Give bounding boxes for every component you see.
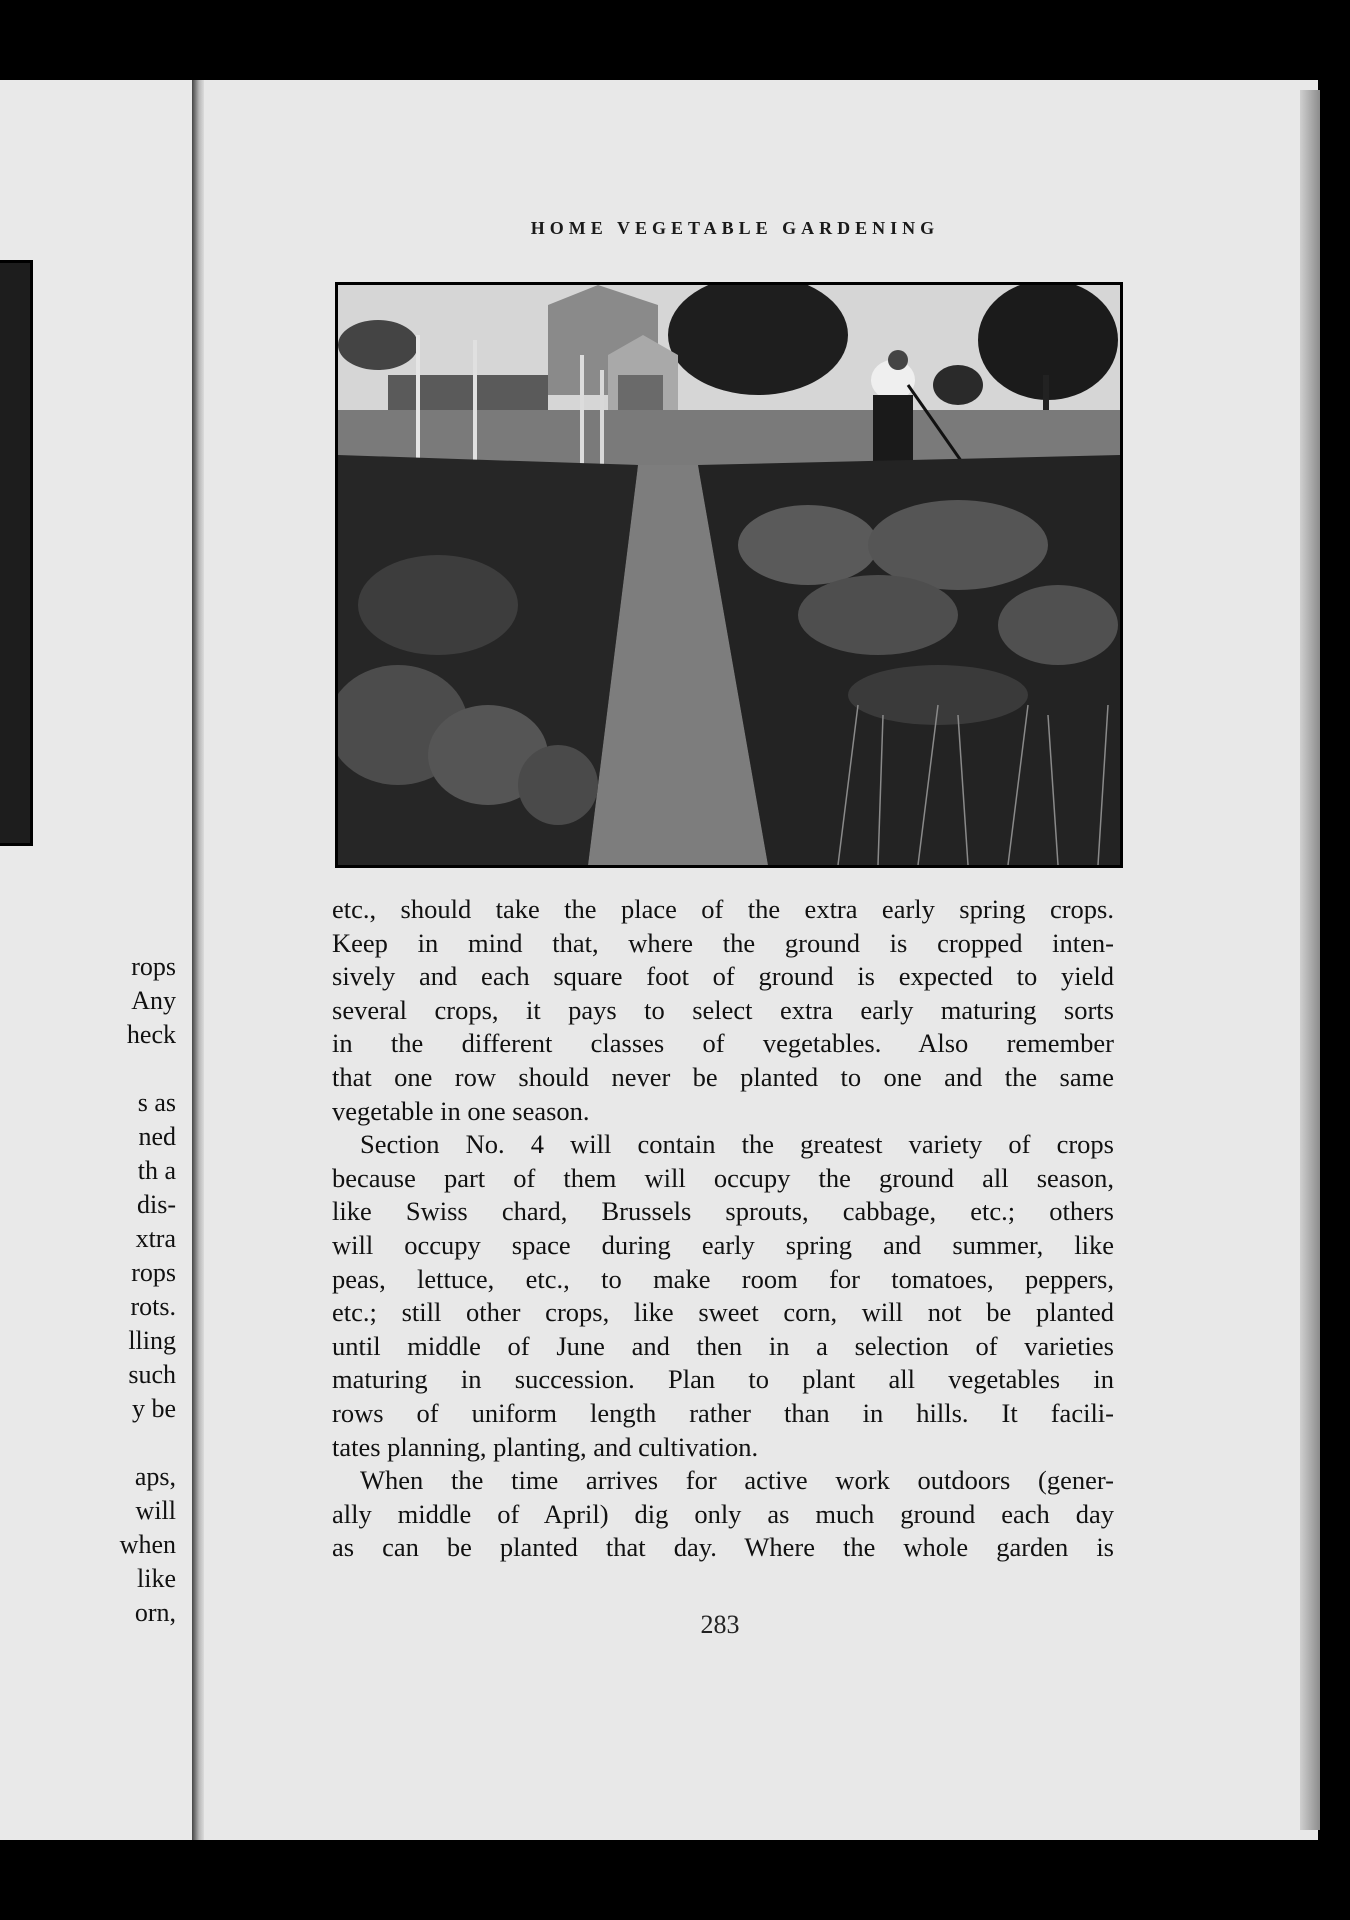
left-text-fragment: Any [131,986,176,1015]
left-text-fragment: when [119,1530,176,1559]
left-text-fragment: will [135,1496,176,1525]
text-line: that one row should never be planted to one and the same [332,1061,1114,1092]
text-line: because part of them will occupy the ground all season, [332,1162,1114,1193]
left-text-fragment: orn, [134,1598,176,1627]
text-line: like Swiss chard, Brussels sprouts, cabbage, etc.; others [332,1196,1114,1227]
left-text-fragment: ned [138,1122,176,1151]
text-line: in the different classes of vegetables. Also remember [332,1028,1114,1059]
body-text [332,893,1114,1565]
text-line: tates planning, planting, and cultivation. [332,1431,759,1462]
text-line: maturing in succession. Plan to plant all vegetables in [332,1364,1114,1395]
left-text-fragment: rots. [130,1292,176,1321]
left-text-fragment: such [128,1360,176,1389]
running-head: HOME VEGETABLE GARDENING [530,218,940,238]
text-line: etc.; still other crops, like sweet corn, will not be planted [332,1297,1114,1328]
left-text-fragment: th a [137,1156,176,1185]
left-text-fragment [56,1052,176,1086]
left-photo-edge [0,260,33,846]
text-line: vegetable in one season. [332,1095,590,1126]
left-text-fragment: heck [126,1020,176,1049]
left-text-fragment: rops [131,1258,176,1287]
text-line: peas, lettuce, etc., to make room for tomatoes, peppers, [332,1263,1114,1294]
left-page [0,80,192,1840]
left-text-fragment: aps, [134,1462,176,1491]
text-line: etc., should take the place of the extra early spring crops. [332,894,1114,924]
page-number: 283 [700,1610,740,1639]
left-text-fragment: dis- [137,1190,176,1219]
garden-photo-illustration [338,285,1120,865]
text-line: sively and each square foot of ground is expected to yield [332,961,1114,992]
left-text-fragment: lling [128,1326,176,1355]
text-line: Keep in mind that, where the ground is cropped inten- [332,927,1114,958]
text-line: as can be planted that day. Where the whole garden is [332,1532,1114,1563]
text-line: ally middle of April) dig only as much ground each day [332,1498,1114,1529]
left-page-text-fragments [56,950,176,1630]
left-text-fragment: y be [131,1394,176,1423]
text-line: will occupy space during early spring and summer, like [332,1229,1114,1260]
left-text-fragment: s as [137,1088,176,1117]
text-line: until middle of June and then in a selection of varieties [332,1330,1114,1361]
text-line: When the time arrives for active work outdoors (gener- [360,1465,1114,1496]
page-edge [1300,90,1320,1830]
book-gutter [192,80,204,1840]
text-line: rows of uniform length rather than in hills. It facili- [332,1397,1114,1428]
left-text-fragment: like [137,1564,176,1593]
garden-photo [335,282,1123,868]
left-text-fragment: rops [131,952,176,981]
left-text-fragment: xtra [135,1224,176,1253]
text-line: several crops, it pays to select extra early maturing sorts [332,994,1114,1025]
text-line: Section No. 4 will contain the greatest variety of crops [360,1129,1114,1160]
left-text-fragment [56,1426,176,1460]
